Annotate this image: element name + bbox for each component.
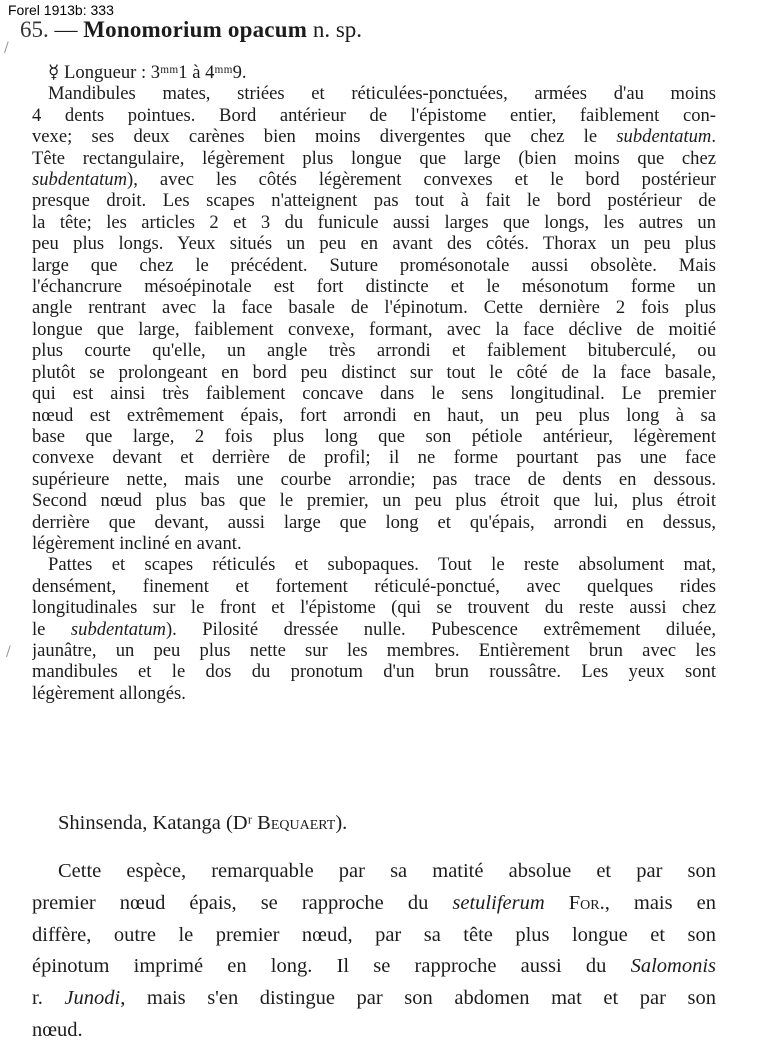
description-line: plutôt se prolongeant en bord peu distinct sur tout le côté de la face basale, xyxy=(32,361,716,383)
description-line: base que large, 2 fois plus long que son pétiole antérieur, légèrement xyxy=(32,425,716,447)
description-line: derrière que devant, aussi large que long et qu'épais, arrondi en dessus, xyxy=(32,511,716,533)
description-line: la tête; les articles 2 et 3 du funicule aussi larges que longs, les autres un xyxy=(32,211,716,233)
description-line: le subdentatum). Pilosité dressée nulle. Pubescence extrêmement diluée, xyxy=(32,618,716,640)
heading-dash: — xyxy=(54,17,78,42)
remarks-line: Cette espèce, remarquable par sa matité absolue et par son xyxy=(58,860,716,882)
description-line: légèrement incliné en avant. xyxy=(32,532,242,554)
locality-close: ). xyxy=(335,812,348,834)
description-line: qui est ainsi très faiblement concave dans le sens longitudinal. Le premier xyxy=(32,383,716,405)
description-line: Mandibules mates, striées et réticulées-ponctuées, armées d'au moins xyxy=(48,83,716,105)
description-line: large que chez le précédent. Suture promésonotale aussi obsolète. Mais xyxy=(32,254,716,276)
description-line: angle rentrant avec la face basale de l'épinotum. Cette dernière 2 fois plus xyxy=(32,297,716,319)
description-line: Second nœud plus bas que le premier, un peu plus étroit que lui, plus étroit xyxy=(32,490,716,512)
description-line: mandibules et le dos du pronotum d'un brun roussâtre. Les yeux sont xyxy=(32,661,716,683)
locality-place: Shinsenda, Katanga ( xyxy=(58,812,233,834)
description-line: Tête rectangulaire, légèrement plus longue que large (bien moins que chez xyxy=(32,147,716,169)
description-line: Pattes et scapes réticulés et subopaques. Tout le reste absolument mat, xyxy=(48,554,716,576)
description-line: longitudinales sur le front et l'épistome (qui se trouvent du reste aussi chez xyxy=(32,597,716,619)
taxonomic-remarks xyxy=(32,856,716,1047)
new-species-suffix: n. sp. xyxy=(312,17,363,42)
remarks-line: épinotum imprimé en long. Il se rapproche aussi du Salomonis xyxy=(32,955,716,978)
description-line: ☿ Longueur : 3ᵐᵐ1 à 4ᵐᵐ9. xyxy=(48,62,247,83)
description-line: l'échancrure mésoépinotale est fort distincte et le mésonotum forme un xyxy=(32,276,716,298)
page-reference-label: Forel 1913b: 333 xyxy=(8,2,114,18)
species-description xyxy=(32,62,716,704)
description-line: presque droit. Les scapes n'atteignent pas tout à fait le bord postérieur de xyxy=(32,190,716,212)
species-number: 65. xyxy=(20,17,49,42)
remarks-line: r. Junodi, mais s'en distingue par son abdomen mat et par son xyxy=(32,987,716,1010)
species-heading xyxy=(20,16,760,44)
description-line: densément, finement et fortement réticulé-ponctué, avec quelques rides xyxy=(32,575,716,597)
margin-tick-mark: / xyxy=(6,644,11,660)
species-name: Monomorium opacum xyxy=(83,17,308,42)
description-line: plus courte qu'elle, un angle très arrondi et faiblement bituberculé, ou xyxy=(32,340,716,362)
description-line: convexe devant et derrière de profil; il ne forme pourtant pas une face xyxy=(32,447,716,469)
description-line: vexe; ses deux carènes bien moins divergentes que chez le subdentatum. xyxy=(32,126,716,148)
description-line: longue que large, faiblement convexe, formant, avec la face déclive de moitié xyxy=(32,318,716,340)
collector-name: Bequaert xyxy=(257,812,336,834)
remarks-line: nœud. xyxy=(32,1018,83,1041)
description-line: subdentatum), avec les côtés légèrement convexes et le bord postérieur xyxy=(32,169,716,191)
margin-tick-mark: / xyxy=(4,40,9,56)
description-line: 4 dents pointues. Bord antérieur de l'épistome entier, faiblement con- xyxy=(32,104,716,126)
description-line: peu plus longs. Yeux situés un peu en avant des côtés. Thorax un peu plus xyxy=(32,233,716,255)
description-line: légèrement allongés. xyxy=(32,682,186,704)
collection-locality xyxy=(58,808,738,838)
collector-title: Dʳ xyxy=(232,812,253,834)
remarks-line: premier nœud épais, se rapproche du setuliferum For., mais en xyxy=(32,891,716,914)
description-line: supérieure nette, mais une courbe arrondie; pas trace de dents en dessous. xyxy=(32,468,716,490)
description-line: jaunâtre, un peu plus nette sur les membres. Entièrement brun avec les xyxy=(32,639,716,661)
description-line: nœud est extrêmement épais, fort arrondi en haut, un peu plus long à sa xyxy=(32,404,716,426)
remarks-line: diffère, outre le premier nœud, par sa tête plus longue et son xyxy=(32,923,716,946)
